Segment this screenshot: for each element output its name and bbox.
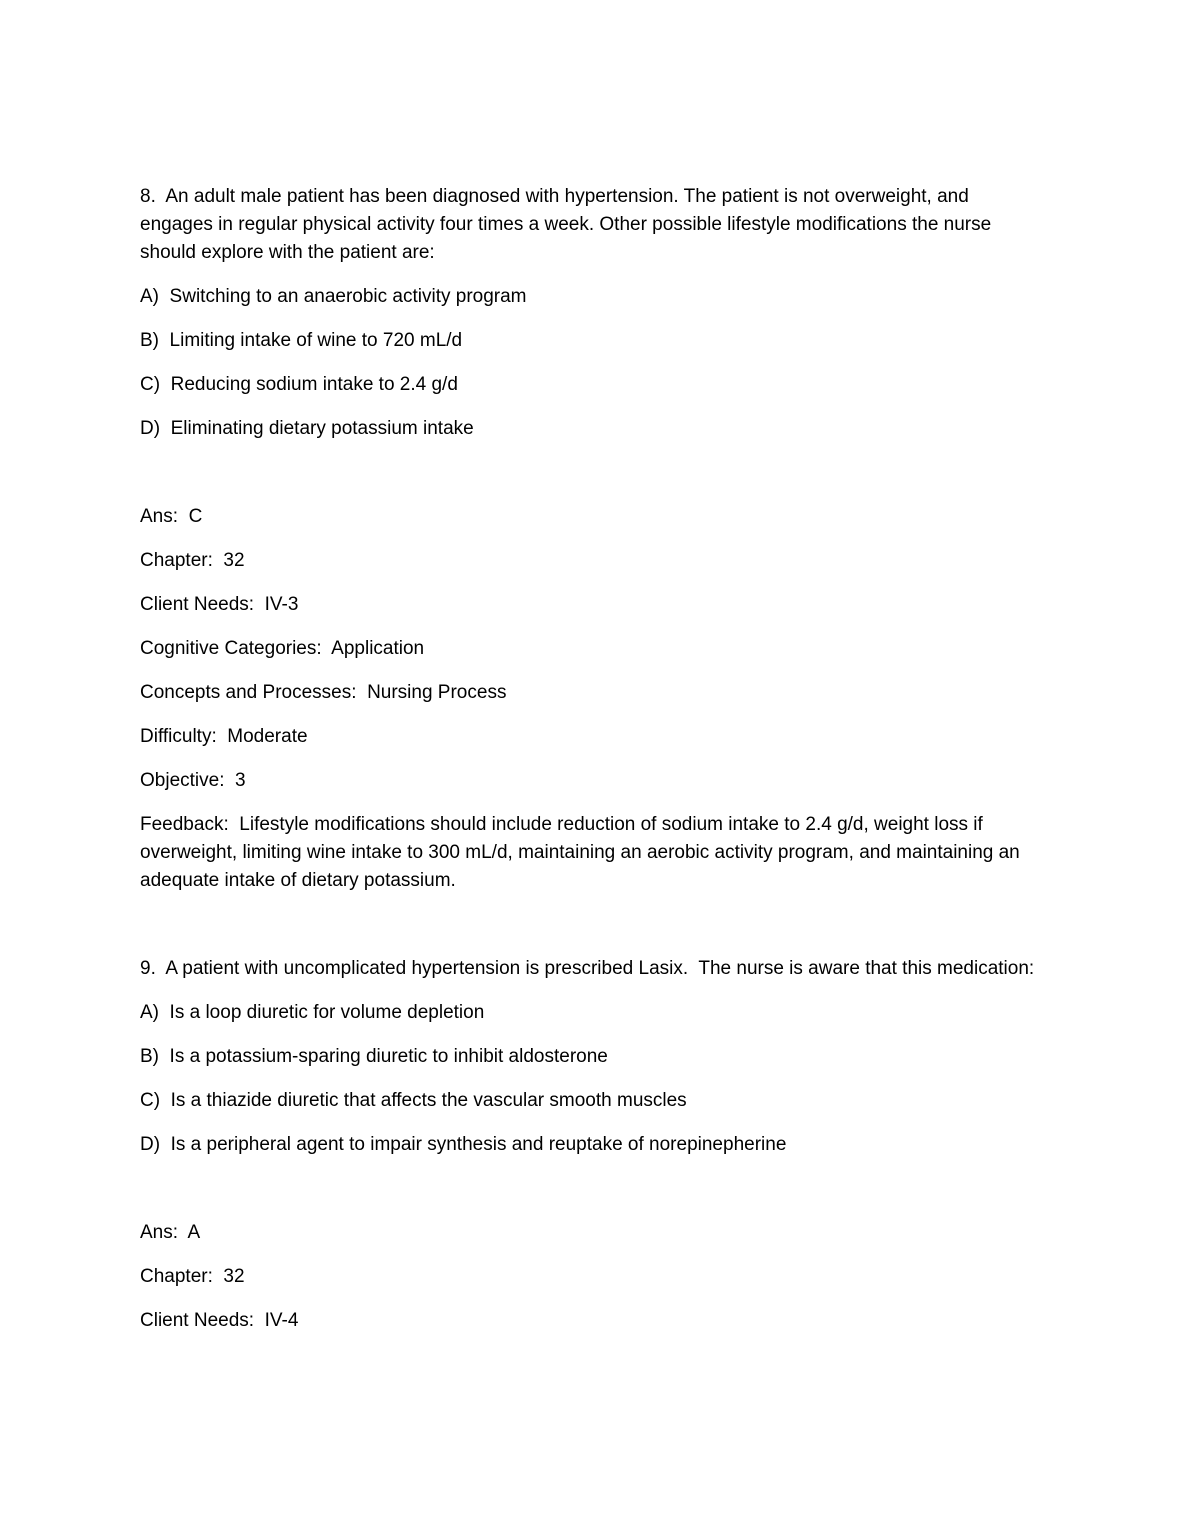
question-9-option-c: C) Is a thiazide diuretic that affects the vascular smooth muscles <box>140 1090 687 1111</box>
question-8-stem: 8. An adult male patient has been diagnosed with hypertension. The patient is not overweight, and engages in regular physical activity four times a week. Other possible lifestyle modifications the nurse should explore with the patient are: <box>140 186 997 263</box>
question-8-option-a: A) Switching to an anaerobic activity program <box>140 286 527 307</box>
spacer <box>140 1175 1045 1219</box>
question-9-option-d: D) Is a peripheral agent to impair synthesis and reuptake of norepinepherine <box>140 1134 787 1155</box>
question-8-objective: Objective: 3 <box>140 770 246 791</box>
question-9-answer: Ans: A <box>140 1222 201 1243</box>
question-8-option-c: C) Reducing sodium intake to 2.4 g/d <box>140 374 458 395</box>
question-8-option-b: B) Limiting intake of wine to 720 mL/d <box>140 330 463 351</box>
question-9-option-b: B) Is a potassium-sparing diuretic to inhibit aldosterone <box>140 1046 608 1067</box>
spacer <box>140 911 1045 955</box>
question-8-answer: Ans: C <box>140 506 203 527</box>
question-8-client-needs: Client Needs: IV-3 <box>140 594 299 615</box>
question-8-option-d: D) Eliminating dietary potassium intake <box>140 418 474 439</box>
question-8-chapter: Chapter: 32 <box>140 550 245 571</box>
spacer <box>140 459 1045 503</box>
question-9-client-needs: Client Needs: IV-4 <box>140 1310 299 1331</box>
question-9-chapter: Chapter: 32 <box>140 1266 245 1287</box>
question-8-cognitive-categories: Cognitive Categories: Application <box>140 638 425 659</box>
question-9-stem: 9. A patient with uncomplicated hypertension is prescribed Lasix. The nurse is aware that this medication: <box>140 958 1035 979</box>
question-8-feedback: Feedback: Lifestyle modifications should include reduction of sodium intake to 2.4 g/d, weight loss if overweight, limiting wine intake to 300 mL/d, maintaining an aerobic activity program, and maintaining an adequate intake of dietary potassium. <box>140 814 1026 891</box>
question-8-difficulty: Difficulty: Moderate <box>140 726 308 747</box>
question-9-option-a: A) Is a loop diuretic for volume depletion <box>140 1002 485 1023</box>
document-page <box>140 183 1045 1351</box>
question-8-concepts-processes: Concepts and Processes: Nursing Process <box>140 682 507 703</box>
